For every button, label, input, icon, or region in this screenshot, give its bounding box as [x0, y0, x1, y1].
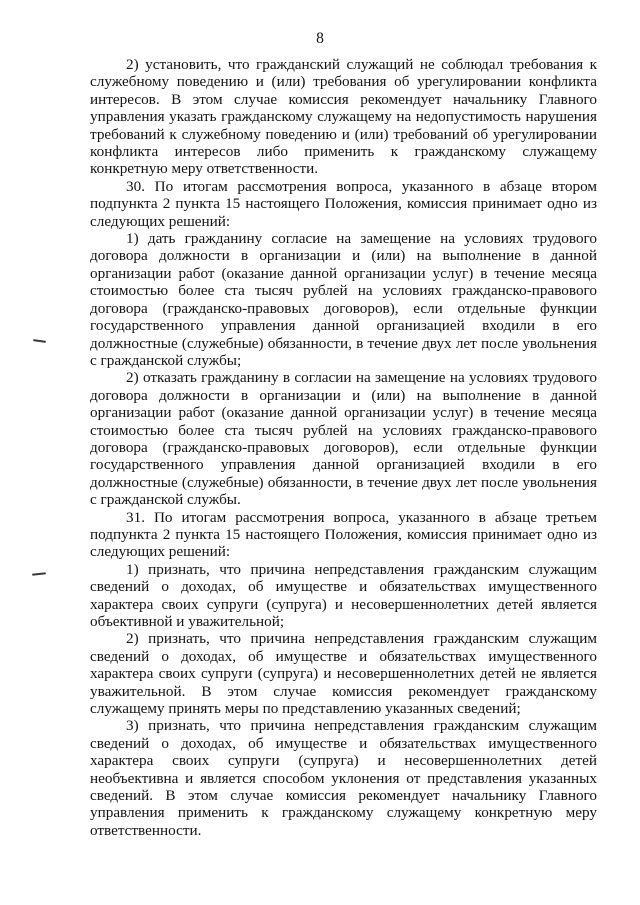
paragraph-31: 31. По итогам рассмотрения вопроса, указанного в абзаце третьем подпункта 2 пункта 15 настоящего Положения, комиссия принимает одно из следующих решений:: [90, 508, 597, 561]
paragraph-30-1: 1) дать гражданину согласие на замещение на условиях трудового договора должности в организации и (или) на выполнение в данной организации работ (оказание данной организации услуг) в течение месяца стоимостью более ста тысяч рублей на условиях гражданско-правового договора (гражданско-правовых договоров), если отдельные функции государственного управления данной организацией входили в его должностные (служебные) обязанности, в течение двух лет после увольнения с гражданской службы;: [90, 230, 597, 369]
paragraph-30-2: 2) отказать гражданину в согласии на замещение на условиях трудового договора должности в организации и (или) на выполнение в данной организации работ (оказание данной организации услуг) в течение месяца стоимостью более ста тысяч рублей на условиях гражданско-правового договора (гражданско-правовых договоров), если отдельные функции государственного управления данной организацией входили в его должностные (служебные) обязанности, в течение двух лет после увольнения с гражданской службы.: [90, 369, 597, 509]
paragraph-29-2: 2) установить, что гражданский служащий не соблюдал требования к служебному поведению и (или) требования об урегулировании конфликта интересов. В этом случае комиссия рекомендует начальнику Главного управления указать гражданскому служащему на недопустимость нарушения требований к служебному поведению и (или) требований об урегулировании конфликта интересов либо применить к гражданскому служащему конкретную меру ответственности.: [90, 56, 597, 178]
scan-mark: [33, 339, 46, 343]
scan-mark: [32, 572, 46, 575]
page-number: 8: [316, 30, 324, 47]
paragraph-31-2: 2) признать, что причина непредставления гражданским служащим сведений о доходах, об имуществе и обязательствах имущественного характера своих супруги (супруга) и несовершеннолетних детей не является уважительной. В этом случае комиссия рекомендует гражданскому служащему принять меры по представлению указанных сведений;: [90, 630, 597, 718]
paragraph-30: 30. По итогам рассмотрения вопроса, указанного в абзаце втором подпункта 2 пункта 15 настоящего Положения, комиссия принимает одно из следующих решений:: [90, 177, 597, 230]
paragraph-31-1: 1) признать, что причина непредставления гражданским служащим сведений о доходах, об имуществе и обязательствах имущественного характера своих супруги (супруга) и несовершеннолетних детей является объективной и уважительной;: [90, 560, 597, 630]
document-body: [90, 56, 597, 839]
paragraph-31-3: 3) признать, что причина непредставления гражданским служащим сведений о доходах, об имуществе и обязательствах имущественного характера своих супруги (супруга) и несовершеннолетних детей необъективна и является способом уклонения от представления указанных сведений. В этом случае комиссия рекомендует начальнику Главного управления применить к гражданскому служащему конкретную меру ответственности.: [90, 717, 597, 839]
